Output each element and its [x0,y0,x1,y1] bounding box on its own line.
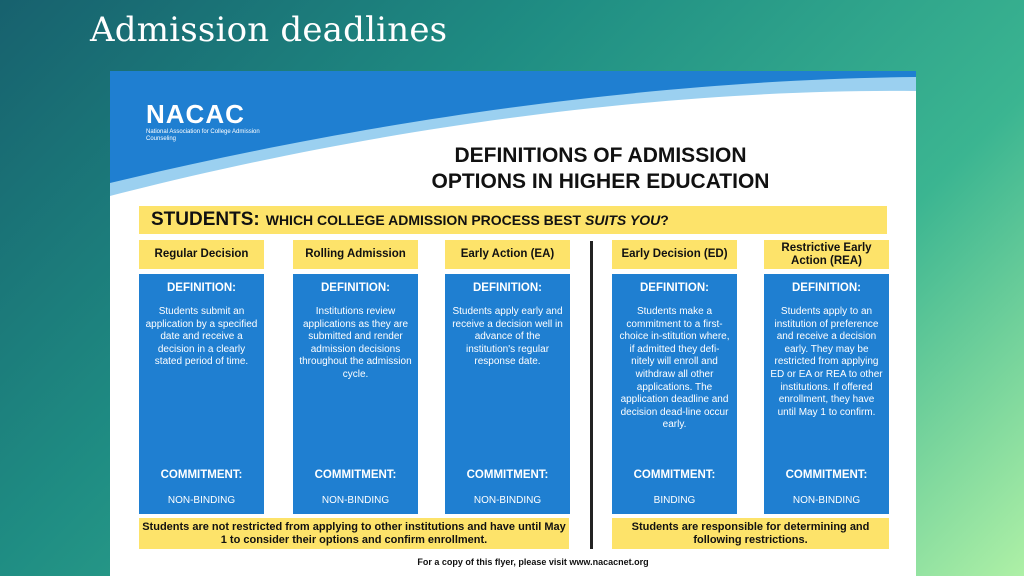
column-divider [590,241,593,549]
option-body [293,274,418,514]
option-title: Early Decision (ED) [612,240,737,269]
commitment-label: COMMITMENT: [633,469,716,481]
flyer-footer: For a copy of this flyer, please visit www.nacacnet.org [417,557,649,567]
definition-label: DEFINITION: [792,282,861,294]
definition-text: Students apply early and receive a decision well in advance of the institution's regular response date. [452,306,563,368]
logo-wordmark: NACAC [146,99,245,129]
definition-label: DEFINITION: [167,282,236,294]
banner-lead: STUDENTS: [151,209,260,230]
flyer-headline [110,143,916,195]
definition-text: Students submit an application by a specified date and receive a decision in a clearly stated period of time. [145,306,258,368]
definition-label: DEFINITION: [473,282,542,294]
commitment-value: NON-BINDING [792,495,861,506]
commitment-value: BINDING [653,495,696,506]
option-title: Regular Decision [139,240,264,269]
definition-text: Institutions review applications as they are submitted and render admission decisions throughout the admission cycle. [299,306,412,380]
note-restrictions: Students are responsible for determining and following restrictions. [612,518,889,549]
option-body [764,274,889,514]
commitment-label: COMMITMENT: [314,469,397,481]
headline-line-2: OPTIONS IN HIGHER EDUCATION [431,170,770,193]
commitment-label: COMMITMENT: [160,469,243,481]
logo-subtitle: National Association for College Admission Counseling [146,129,260,142]
nacac-flyer [110,71,916,576]
note-nonbinding: Students are not restricted from applying to other institutions and have until May 1 to consider their options and confirm enrollment. [139,518,569,549]
headline-line-1: DEFINITIONS OF ADMISSION [454,144,747,167]
definition-text: Students apply to an institution of preference and receive a decision early. They may be restricted from applying ED or EA or REA to other institutions. If offered enrollment, they have until May 1 to confirm. [770,306,883,418]
nacac-logo [146,99,266,143]
students-banner [139,206,887,234]
option-body [612,274,737,514]
option-title: Early Action (EA) [445,240,570,269]
option-body [139,274,264,514]
definition-label: DEFINITION: [640,282,709,294]
commitment-label: COMMITMENT: [785,469,868,481]
banner-text: WHICH COLLEGE ADMISSION PROCESS BEST [265,212,582,228]
commitment-value: NON-BINDING [321,495,390,506]
banner-emphasis: SUITS YOU [585,212,661,228]
option-title: Rolling Admission [293,240,418,269]
banner-question-mark: ? [660,212,669,228]
commitment-label: COMMITMENT: [466,469,549,481]
slide-title: Admission deadlines [90,10,448,50]
definition-text: Students make a commitment to a first-choice in-stitution where, if admitted they defi-nitely will enroll and withdraw all other applications. The application deadline and decision dead-line occur early. [619,306,730,431]
definition-label: DEFINITION: [321,282,390,294]
commitment-value: NON-BINDING [167,495,236,506]
commitment-value: NON-BINDING [473,495,542,506]
option-body [445,274,570,514]
option-title: Restrictive Early Action (REA) [764,240,889,269]
